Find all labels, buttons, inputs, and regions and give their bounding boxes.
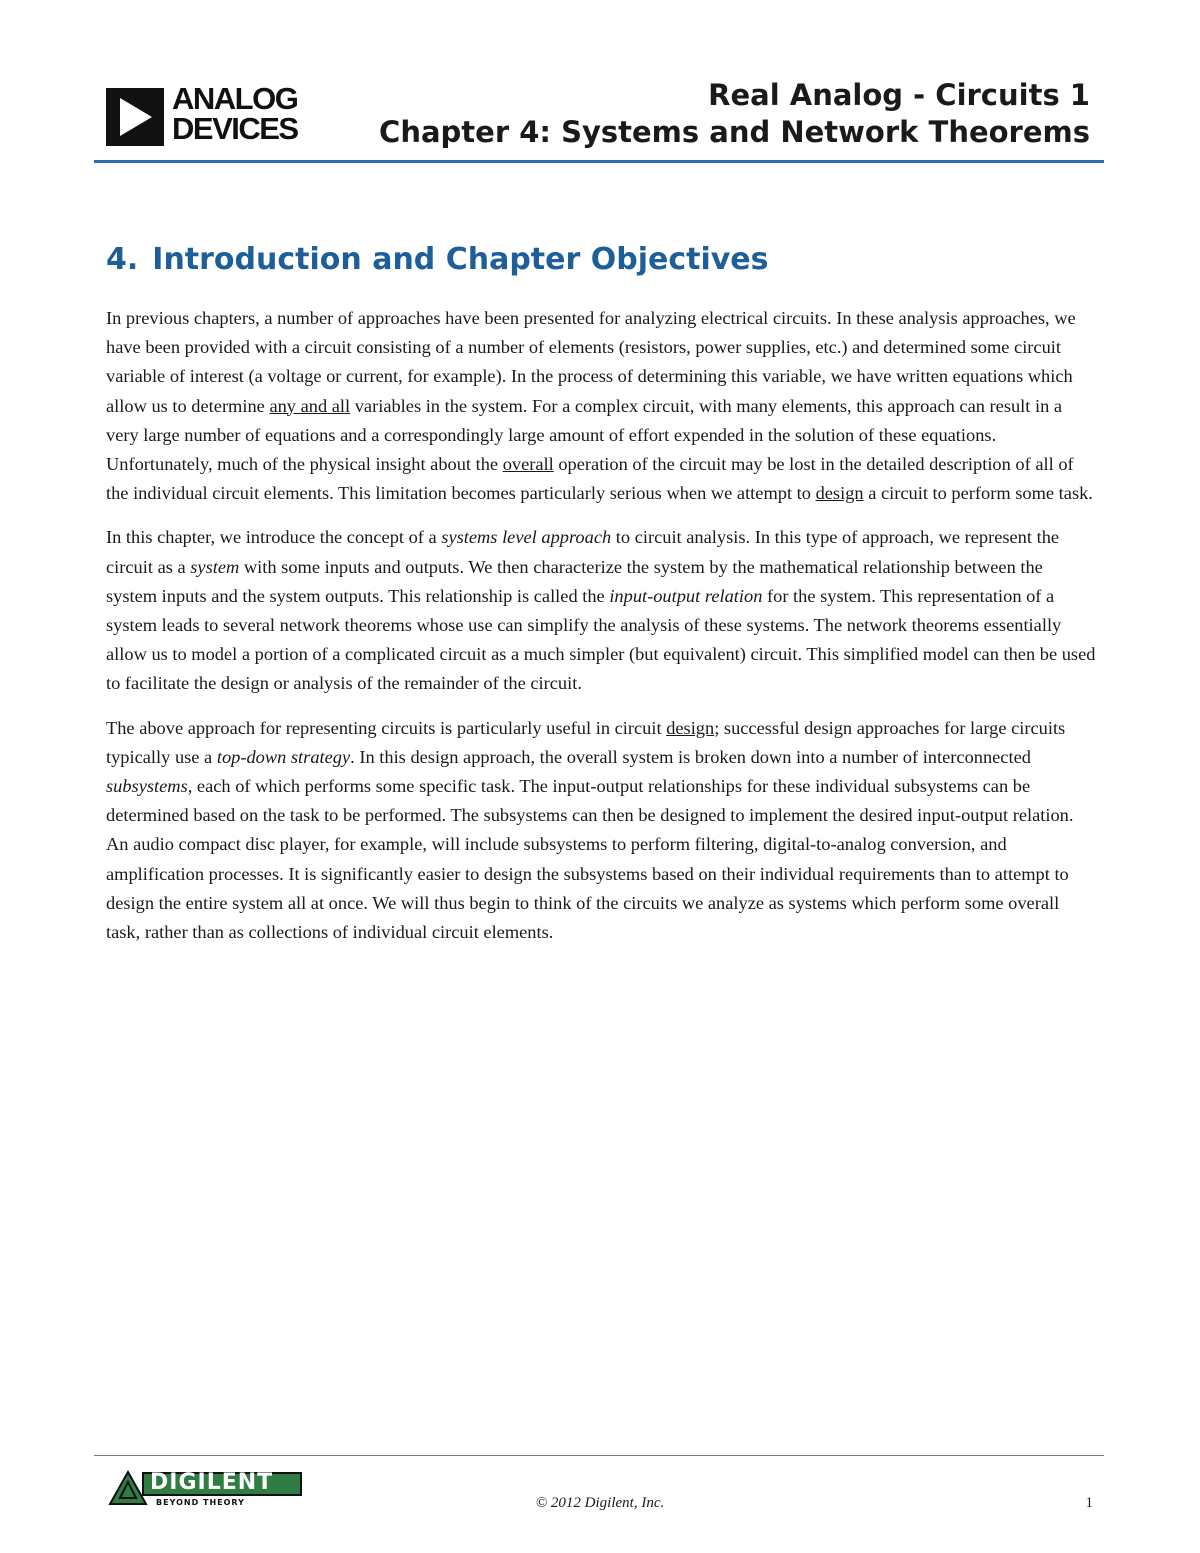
copyright-notice (0, 1495, 1200, 1512)
text-run: The above approach for representing circuits is particularly useful in circuit (106, 717, 667, 738)
italic-term: subsystems (106, 776, 188, 797)
copyright-text: © 2012 Digilent, Inc. (535, 1495, 665, 1511)
body-text (106, 304, 1098, 962)
text-run: . In this design approach, the overall system is broken down into a number of interconnected (350, 746, 1031, 767)
chapter-title: Chapter 4: Systems and Network Theorems (379, 115, 1090, 149)
text-run: In previous chapters, a number of approaches have been presented for analyzing electrical circuits. In these analysis approaches, we have been provided with a circuit consisting of a number of elements (resistors, power supplies, etc.) and determined some circuit variable of interest (a voltage or current, for example). In the process of determining this variable, we have written equations which allow us to determine (106, 308, 1076, 416)
text-run: , each of which performs some specific task. The input-output relationships for these individual subsystems can be determined based on the task to be performed. The subsystems can then be designed to implement the desired input-output relation. An audio compact disc player, for example, will include subsystems to perform filtering, digital-to-analog conversion, and amplification processes. It is significantly easier to design the subsystems based on their individual requirements than to attempt to design the entire system all at once. We will thus begin to think of the circuits we analyze as systems which perform some overall task, rather than as collections of individual circuit elements. (106, 776, 1074, 943)
text-run: for the system. This representation of a system leads to several network theorems whose use can simplify the analysis of these systems. The network theorems essentially allow us to model a portion of a complicated circuit as a much simpler (but equivalent) circuit. This simplified model can then be used to facilitate the design or analysis of the remainder of the circuit. (106, 585, 1096, 694)
document-title: Real Analog - Circuits 1 (708, 78, 1090, 112)
text-run: with some inputs and outputs. We then characterize the system by the mathematical relationship between the system inputs and the system outputs. This relationship is called the (106, 556, 1043, 606)
analog-devices-logo (106, 81, 316, 150)
underlined-text: design (666, 717, 715, 738)
underlined-text: design (815, 483, 864, 504)
page-header (94, 78, 1104, 162)
page-number: 1 (1085, 1495, 1093, 1511)
underlined-text: overall (502, 454, 554, 475)
paragraph (106, 523, 1098, 698)
text-run: operation of the circuit may be lost in the detailed description of all of the individual circuit elements. This limitation becomes particularly serious when we attempt to (106, 454, 1074, 504)
text-run: In this chapter, we introduce the concept of a (106, 527, 442, 548)
italic-term: input-output relation (609, 585, 763, 606)
underlined-text: any and all (269, 395, 351, 416)
digilent-name: DIGILENT (150, 1470, 274, 1495)
text-run: ; successful design approaches for large circuits typically use a (106, 717, 1066, 767)
section-heading (106, 242, 769, 277)
italic-term: system (190, 556, 240, 577)
digilent-tagline: BEYOND THEORY (156, 1498, 245, 1507)
section-title: Introduction and Chapter Objectives (152, 242, 769, 277)
footer-divider (94, 1455, 1104, 1456)
analog-devices-wordmark (172, 81, 298, 146)
logo-line-1: ANALOG (172, 81, 298, 116)
italic-term: top-down strategy (216, 746, 351, 767)
text-run: a circuit to perform some task. (863, 483, 1093, 504)
italic-term: systems level approach (441, 527, 612, 548)
text-run: variables in the system. For a complex circuit, with many elements, this approach can result in a very large number of equations and a correspondingly large amount of effort expended in the solution of these equations. Unfortunately, much of the physical insight about the (106, 395, 1063, 475)
analog-devices-triangle-icon (106, 88, 164, 146)
paragraph (106, 714, 1098, 948)
text-run: to circuit analysis. In this type of approach, we represent the circuit as a (106, 527, 1060, 577)
paragraph (106, 304, 1098, 508)
section-number: 4. (106, 242, 139, 277)
logo-line-2: DEVICES (172, 111, 298, 146)
header-titles (379, 78, 1090, 152)
header-divider (94, 160, 1104, 163)
